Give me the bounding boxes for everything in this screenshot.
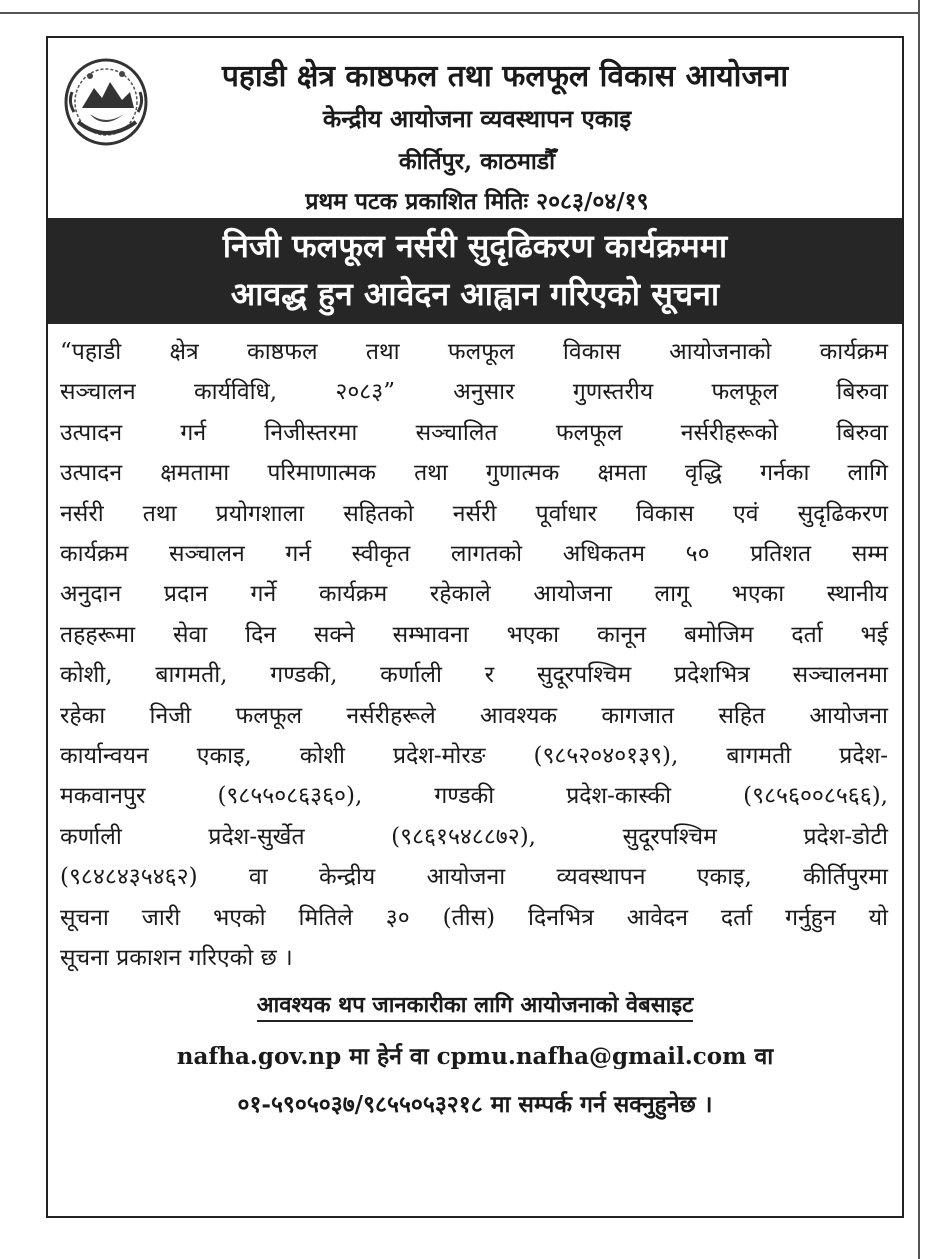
body-line: मकवानपुर (९८५५०८६३६०), गण्डकी प्रदेश-कास्की (९८५६००८५६६), (60, 783, 888, 810)
title-line-2: आवद्ध हुन आवेदन आह्वान गरिएको सूचना (230, 275, 720, 313)
notice-footer (48, 987, 902, 1127)
notice-box (46, 36, 904, 1218)
body-line: रहेका निजी फलफूल नर्सरीहरूले आवश्यक कागजात सहित आयोजना (60, 702, 888, 729)
body-line: कोशी, बागमती, गण्डकी, कर्णाली र सुदूरपश्चिम प्रदेशभित्र सञ्चालनमा (60, 662, 888, 689)
organization-name: पहाडी क्षेत्र काष्ठफल तथा फलफूल विकास आयोजना (221, 59, 789, 94)
body-line: कार्यक्रम सञ्चालन गर्न स्वीकृत लागतको अधिकतम ५० प्रतिशत सम्म (60, 541, 888, 568)
body-line: तहहरूमा सेवा दिन सक्ने सम्भावना भएका कानून बमोजिम दर्ता भई (60, 621, 888, 648)
top-divider (0, 12, 918, 14)
body-line: उत्पादन गर्न निजीस्तरमा सञ्चालित फलफूल नर्सरीहरूको बिरुवा (60, 419, 888, 446)
body-line: उत्पादन क्षमतामा परिमाणात्मक तथा गुणात्मक क्षमता वृद्धि गर्नका लागि (60, 460, 888, 487)
body-line: नर्सरी तथा प्रयोगशाला सहितको नर्सरी पूर्वाधार विकास एवं सुदृढिकरण (60, 500, 888, 527)
title-line-1: निजी फलफूल नर्सरी सुदृढिकरण कार्यक्रममा (222, 227, 728, 265)
body-line: सूचना प्रकाशन गरिएको छ । (60, 945, 293, 972)
body-line: (९८४८४३५४६२) वा केन्द्रीय आयोजना व्यवस्थापन एकाइ, कीर्तिपुरमा (60, 864, 888, 891)
body-line: “पहाडी क्षेत्र काष्ठफल तथा फलफूल विकास आयोजनाको कार्यक्रम (60, 339, 888, 365)
notice-body (48, 324, 902, 979)
notice-title (48, 218, 902, 324)
body-line: कर्णाली प्रदेश-सुर्खेत (९८६१५४८८७२), सुदूरपश्चिम प्रदेश-डोटी (60, 823, 888, 850)
notice-header (48, 38, 902, 218)
contact-phone: ०१-५९०५०३७/९८५५०५३२१८ मा सम्पर्क गर्न सक्नुहुनेछ । (237, 1090, 713, 1118)
body-line: सूचना जारी भएको मितिले ३० (तीस) दिनभित्र आवेदन दर्ता गर्नुहुन यो (60, 904, 888, 931)
body-line: सञ्चालन कार्यविधि, २०८३” अनुसार गुणस्तरीय फलफूल बिरुवा (60, 379, 888, 406)
info-heading-text: आवश्यक थप जानकारीका लागि आयोजनाको वेबसाइट (257, 992, 693, 1022)
info-heading (48, 987, 902, 1023)
unit-name: केन्द्रीय आयोजना व्यवस्थापन एकाइ (322, 104, 632, 133)
published-date: प्रथम पटक प्रकाशित मितिः २०८३/०४/१९ (305, 188, 649, 215)
location: कीर्तिपुर, काठमाडौँ (398, 148, 556, 175)
body-line: कार्यान्वयन एकाइ, कोशी प्रदेश-मोरङ (९८५२०४०१३९), बागमती प्रदेश- (60, 743, 888, 770)
right-divider (918, 0, 920, 1259)
body-line: अनुदान प्रदान गर्ने कार्यक्रम रहेकाले आयोजना लागू भएका स्थानीय (60, 581, 888, 608)
contact-web-email: nafha.gov.np मा हेर्न वा cpmu.nafha@gmail.com वा (176, 1042, 774, 1070)
